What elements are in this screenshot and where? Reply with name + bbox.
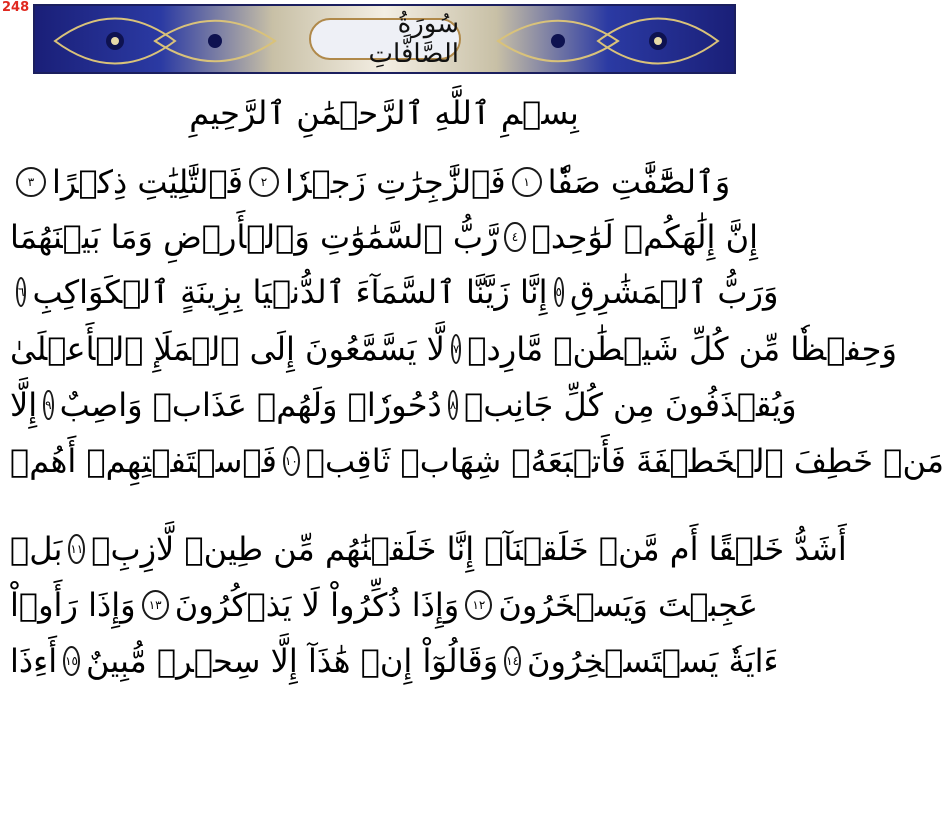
verse-text: إِلَّا xyxy=(10,386,38,424)
surah-title: سُورَةُ الصَّافَّاتِ xyxy=(368,9,459,69)
verse-line xyxy=(10,155,758,209)
title-cartouche xyxy=(309,9,461,69)
verse-line xyxy=(10,322,897,376)
verse-line xyxy=(10,378,797,432)
verse-number-marker: ٤ xyxy=(504,222,525,252)
verse-line xyxy=(10,578,758,632)
verse-number-marker: ٢ xyxy=(249,167,279,197)
verse-number-marker: ٩ xyxy=(43,390,53,420)
verse-number-marker: ١٥ xyxy=(63,646,80,676)
verse-text: وَٱلصَّٰٓفَّٰتِ صَفّٗا xyxy=(547,163,731,201)
verse-number-marker: ١٤ xyxy=(504,646,521,676)
verse-number-marker: ٧ xyxy=(451,334,461,364)
verse-line xyxy=(10,522,847,576)
verse-text: لَّا يَسَّمَّعُونَ إِلَى ٱلۡمَلَإِ ٱلۡأَعۡلَىٰ xyxy=(10,330,445,368)
bismillah: بِسۡمِ ٱللَّهِ ٱلرَّحۡمَٰنِ ٱلرَّحِيمِ xyxy=(189,94,579,132)
verse-text: فَٱسۡتَفۡتِهِمۡ أَهُمۡ xyxy=(10,442,277,480)
verse-number-marker: ١٣ xyxy=(142,590,169,620)
verse-text: عَجِبۡتَ وَيَسۡخَرُونَ xyxy=(498,586,758,624)
verse-line xyxy=(10,634,779,688)
verse-text: وَيُقۡذَفُونَ مِن كُلِّ جَانِبٖ xyxy=(464,386,797,424)
verse-text: إِنَّا زَيَّنَّا ٱلسَّمَآءَ ٱلدُّنۡيَا بِزِينَةٍ ٱلۡكَوَاكِبِ xyxy=(32,273,548,311)
verse-text: فَٱلتَّٰلِيَٰتِ ذِكۡرًا xyxy=(52,163,243,201)
verse-number-marker: ٥ xyxy=(554,277,564,307)
verse-text: أَءِذَا xyxy=(10,642,58,680)
verse-text: وَرَبُّ ٱلۡمَشَٰرِقِ xyxy=(569,273,779,311)
verse-text: وَحِفۡظٗا مِّن كُلِّ شَيۡطَٰنٖ مَّارِدٖ xyxy=(467,330,897,368)
verse-text: مَنۡ خَطِفَ ٱلۡخَطۡفَةَ فَأَتۡبَعَهُۥ شِهَابٞ ثَاقِبٞ xyxy=(305,442,944,480)
verse-text: وَإِذَا رَأَوۡاْ xyxy=(10,586,136,624)
verse-number-marker: ١١ xyxy=(68,534,85,564)
verse-line xyxy=(10,210,758,264)
verse-number-marker: ١٢ xyxy=(465,590,492,620)
verse-number-marker: ١ xyxy=(512,167,542,197)
verse-text: بَلۡ xyxy=(10,530,63,568)
verse-number-marker: ٣ xyxy=(16,167,46,197)
surah-header-banner xyxy=(33,4,736,74)
verse-text: أَشَدُّ خَلۡقًا أَم مَّنۡ خَلَقۡنَآۚ إِنَّا خَلَقۡنَٰهُم مِّن طِينٖ لَّازِبِۭ xyxy=(91,530,847,568)
page-number: 248 xyxy=(2,0,30,15)
verse-number-marker: ٨ xyxy=(448,390,458,420)
verse-number-marker: ٦ xyxy=(16,277,26,307)
verse-text: ءَايَةٗ يَسۡتَسۡخِرُونَ xyxy=(527,642,779,680)
verse-text: رَّبُّ ٱلسَّمَٰوَٰتِ وَٱلۡأَرۡضِ وَمَا بَيۡنَهُمَا xyxy=(10,218,499,256)
verse-text: إِنَّ إِلَٰهَكُمۡ لَوَٰحِدٞ xyxy=(531,218,758,256)
verse-number-marker: ١٠ xyxy=(283,446,300,476)
verse-text: وَقَالُوٓاْ إِنۡ هَٰذَآ إِلَّا سِحۡرٞ مُّبِينٌ xyxy=(85,642,499,680)
verse-text: وَإِذَا ذُكِّرُواْ لَا يَذۡكُرُونَ xyxy=(174,586,460,624)
verse-text: فَٱلزَّٰجِرَٰتِ زَجۡرٗا xyxy=(284,163,506,201)
verse-line xyxy=(10,434,944,488)
verse-line xyxy=(10,265,779,319)
verse-text: دُحُورٗاۖ وَلَهُمۡ عَذَابٞ وَاصِبٌ xyxy=(59,386,442,424)
